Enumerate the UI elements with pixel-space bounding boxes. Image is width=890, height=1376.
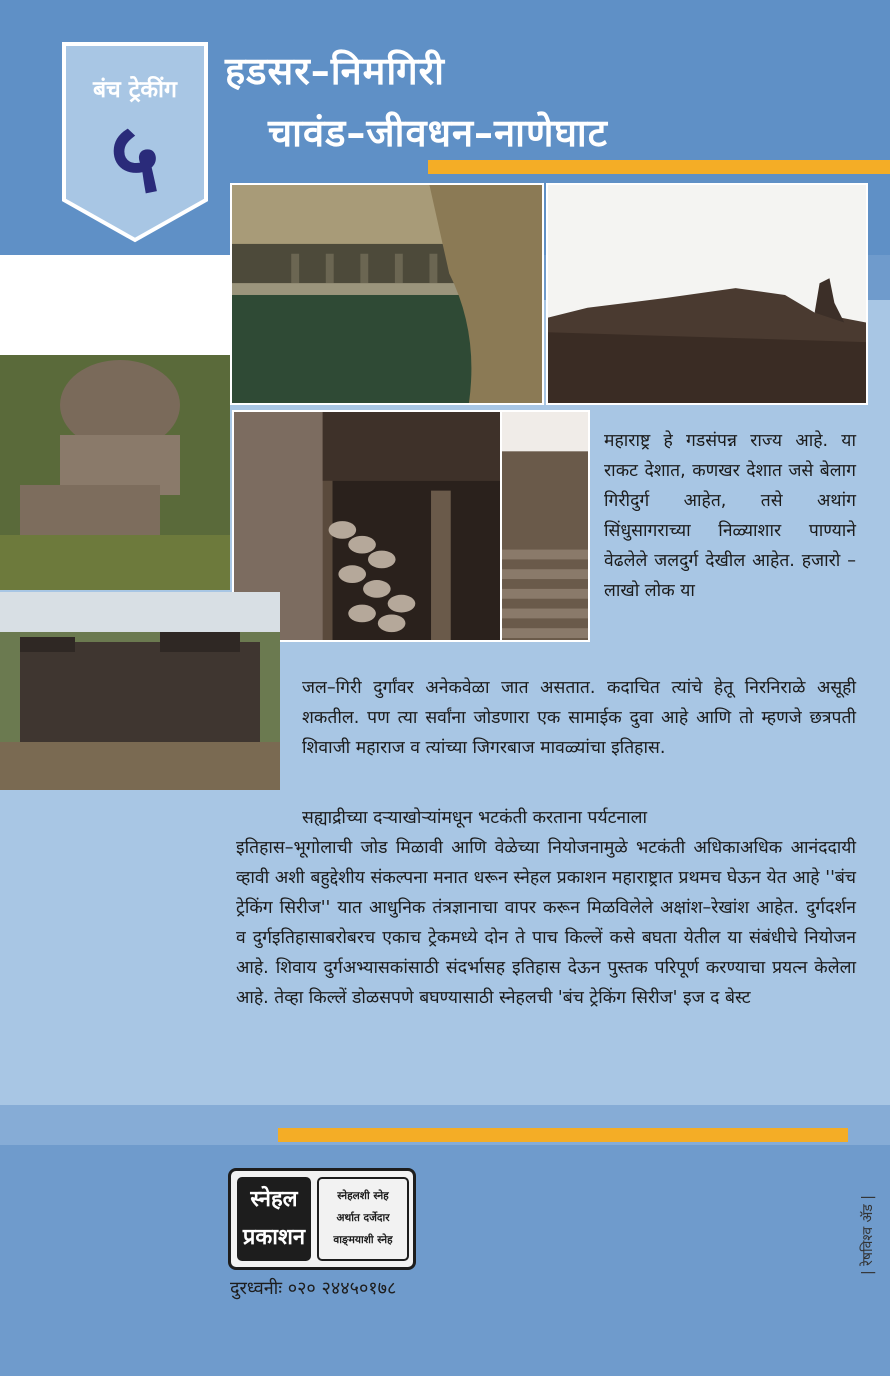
badge-number: ५ xyxy=(110,101,160,214)
bottom-rule xyxy=(278,1128,848,1142)
ruined-temple-tank-photo xyxy=(230,183,544,405)
logo-line-2: प्रकाशन xyxy=(242,1225,306,1250)
intro-paragraph-rest: जल–गिरी दुर्गांवर अनेकवेळा जात असतात. कदाचित त्यांचे हेतू निरनिराळे असूही शकतील. पण त्या सर्वांना जोडणारा एक सामाईक दुवा आहे आणि तो म्हणजे छत्रपती शिवाजी महाराज व त्यांच्या जिगरबाज मावळ्यांचा इतिहास. xyxy=(302,678,856,758)
publisher-tagline xyxy=(317,1177,409,1261)
title-line-1: हडसर–निमगिरी xyxy=(225,49,446,93)
second-paragraph-body: इतिहास–भूगोलाची जोड मिळावी आणि वेळेच्या नियोजनामुळे भटकंती अधिकाअधिक आनंददायी व्हावी अशी बहुद्देशीय संकल्पना मनात धरून स्नेहल प्रकाशन महाराष्ट्रात प्रथमच घेऊन येत आहे ''बंच ट्रेकिंग सिरीज'' यात आधुनिक तंत्रज्ञानाचा वापर करून मिळविलेले अक्षांश–रेखांश आहेत. दुर्गदर्शन व दुर्गइतिहासाबरोबरच एकाच ट्रेकमध्ये दोन ते पाच किल्लें कसे बघता येतील या संबंधीचे नियोजन आहे. शिवाय दुर्गअभ्यासकांसाठी संदर्भासह इतिहास देऊन पुस्तक परिपूर्ण करण्याचा प्रयत्न केलेला आहे. तेव्हा किल्लें डोळसपणे बघण्यासाठी स्नेहलची 'बंच ट्रेकिंग सिरीज' इज द बेस्ट xyxy=(236,838,856,1008)
tagline-line-1: स्नेहलशी स्नेह xyxy=(337,1190,389,1202)
stone-ruins-photo xyxy=(0,255,230,590)
badge-label: बंच ट्रेकींग xyxy=(93,77,177,103)
rock-cliff-pinnacle-photo xyxy=(546,183,868,405)
second-paragraph-first-line: सह्याद्रीच्या दऱ्याखोऱ्यांमधून भटकंती करताना पर्यटनाला xyxy=(302,808,648,828)
designer-credit: | रेषविश्व ॲड | xyxy=(860,1195,876,1275)
logo-line-1: स्नेहल xyxy=(250,1187,298,1212)
publisher-phone: दुरध्वनीः ०२० २४४५०१७८ xyxy=(230,1278,397,1299)
tagline-line-2: अर्थात दर्जेदार xyxy=(336,1212,390,1224)
temple-ruins-photo xyxy=(0,592,280,790)
title-rule xyxy=(428,160,890,174)
publisher-logo-name xyxy=(237,1177,311,1261)
rock-steps-photo xyxy=(500,410,590,642)
publisher-logo xyxy=(228,1168,416,1270)
title-line-2: चावंड–जीवधन–नाणेघाट xyxy=(268,111,608,155)
tagline-line-3: वाङ्‌मयाशी स्नेह xyxy=(333,1234,393,1246)
series-badge xyxy=(60,40,210,245)
intro-paragraph-top: महाराष्ट्र हे गडसंपन्न राज्य आहे. या राकट देशात, कणखर देशात जसे बेलाग गिरीदुर्ग आहेत, तसे अथांग सिंधुसागराच्या निळ्याशार पाण्याने वेढलेले जलदुर्ग देखील आहेत. हजारो –लाखो लोक या xyxy=(604,431,856,601)
